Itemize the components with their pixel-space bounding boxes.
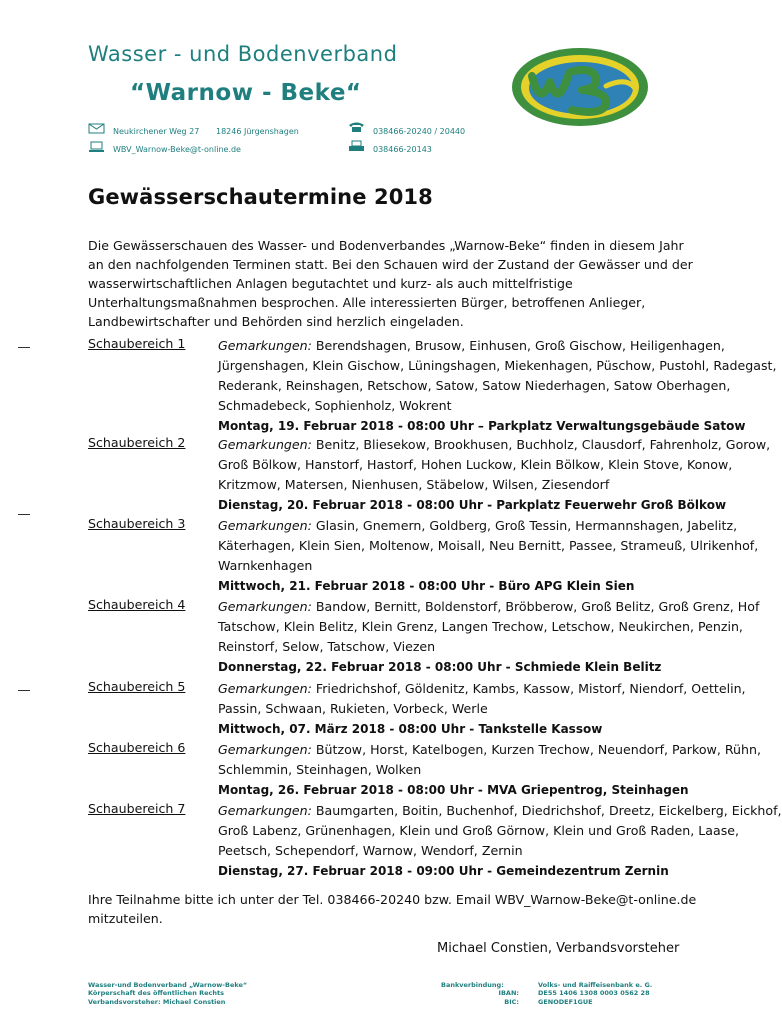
org-name-line-1: Wasser - und Bodenverband <box>88 42 398 66</box>
area-line: Käterhagen, Klein Sien, Moltenow, Moisall, Neu Bernitt, Passee, Strameuß, Ulrikenhof, <box>218 538 759 553</box>
area-line-text: Friedrichshof, Göldenitz, Kambs, Kassow, Mistorf, Niendorf, Oettelin, <box>311 681 746 696</box>
page-title: Gewässerschautermine 2018 <box>88 185 433 209</box>
area-body <box>218 336 777 436</box>
area-line-text: Glasin, Gnemern, Goldberg, Groß Tessin, Hermannshagen, Jabelitz, <box>311 518 738 533</box>
phone-number: 038466-20240 / 20440 <box>373 127 466 136</box>
gemarkungen-label: Gemarkungen: <box>218 803 312 818</box>
area-line: Schlemmin, Steinhagen, Wolken <box>218 762 422 777</box>
iban-label: IBAN: <box>498 989 519 998</box>
intro-line: Landbewirtschafter und Behörden sind herzlich eingeladen. <box>88 314 464 329</box>
area-line: Reinstorf, Selow, Tatschow, Viezen <box>218 639 436 654</box>
footer-line: Körperschaft des öffentlichen Rechts <box>88 989 224 998</box>
fax-icon <box>348 140 365 152</box>
org-name-line-2: “Warnow - Beke“ <box>130 80 362 106</box>
gemarkungen-label: Gemarkungen: <box>218 599 312 614</box>
area-title: Schaubereich 7 <box>88 801 186 816</box>
gemarkungen-label: Gemarkungen: <box>218 338 312 353</box>
area-line-text: Benitz, Bliesekow, Brookhusen, Buchholz, Clausdorf, Fahrenholz, Gorow, <box>311 437 771 452</box>
area-line: Rederank, Reinshagen, Retschow, Satow, Satow Niederhagen, Satow Oberhagen, <box>218 378 731 393</box>
closing-paragraph <box>88 890 696 928</box>
area-body <box>218 679 746 739</box>
footer-organization <box>88 981 247 1006</box>
area-title: Schaubereich 3 <box>88 516 186 531</box>
intro-line: an den nachfolgenden Terminen statt. Bei den Schauen wird der Zustand der Gewässer und der <box>88 257 693 272</box>
gemarkungen-label: Gemarkungen: <box>218 518 312 533</box>
footer-line: Verbandsvorsteher: Michael Constien <box>88 997 226 1006</box>
area-title: Schaubereich 4 <box>88 597 186 612</box>
area-title: Schaubereich 6 <box>88 740 186 755</box>
area-line <box>218 679 746 699</box>
bic-label: BIC: <box>504 997 519 1006</box>
bank-label: Bankverbindung: <box>441 981 504 989</box>
area-body <box>218 516 759 596</box>
area-date: Montag, 26. Februar 2018 - 08:00 Uhr - MVA Griepentrog, Steinhagen <box>218 783 689 797</box>
gemarkungen-label: Gemarkungen: <box>218 681 312 696</box>
address-city: 18246 Jürgenshagen <box>216 127 299 136</box>
area-line: Jürgenshagen, Klein Gischow, Lüningshagen, Miekenhagen, Püschow, Pustohl, Radegast, <box>218 358 777 373</box>
margin-mark <box>18 347 30 348</box>
footer-line: Wasser-und Bodenverband „Warnow-Beke“ <box>88 981 248 989</box>
intro-line: Die Gewässerschauen des Wasser- und Bodenverbandes „Warnow-Beke“ finden in diesem Jahr <box>88 238 684 253</box>
area-date: Dienstag, 20. Februar 2018 - 08:00 Uhr - Parkplatz Feuerwehr Groß Bölkow <box>218 498 727 512</box>
closing-line: mitzuteilen. <box>88 911 163 926</box>
signature: Michael Constien, Verbandsvorsteher <box>437 941 680 956</box>
gemarkungen-label: Gemarkungen: <box>218 742 312 757</box>
area-line-text: Bützow, Horst, Katelbogen, Kurzen Trechow, Neuendorf, Parkow, Rühn, <box>311 742 761 757</box>
area-line: Peetsch, Schependorf, Warnow, Wendorf, Zernin <box>218 843 523 858</box>
letter-icon <box>88 122 105 134</box>
telephone-icon <box>348 121 365 133</box>
area-line-text: Baumgarten, Boitin, Buchenhof, Diedrichshof, Dreetz, Eickelberg, Eickhof, <box>311 803 782 818</box>
area-date: Montag, 19. Februar 2018 - 08:00 Uhr – Parkplatz Verwaltungsgebäude Satow <box>218 419 746 433</box>
bic-value: GENODEF1GUE <box>538 997 593 1006</box>
footer-bank-sublabels <box>498 981 519 1006</box>
area-line: Warnkenhagen <box>218 558 313 573</box>
intro-line: Unterhaltungsmaßnahmen besprochen. Alle interessierten Bürger, betroffenen Anlieger, <box>88 295 646 310</box>
area-date: Mittwoch, 21. Februar 2018 - 08:00 Uhr - Büro APG Klein Sien <box>218 579 635 593</box>
computer-icon <box>88 141 105 153</box>
area-line <box>218 801 782 821</box>
area-body <box>218 597 760 677</box>
area-line: Groß Labenz, Grünenhagen, Klein und Groß Görnow, Klein und Groß Raden, Laase, <box>218 823 740 838</box>
margin-mark <box>18 514 30 515</box>
area-line <box>218 435 771 455</box>
closing-line: Ihre Teilnahme bitte ich unter der Tel. 038466-20240 bzw. Email WBV_Warnow-Beke@t-online.de <box>88 892 697 907</box>
area-line <box>218 336 725 356</box>
area-line: Kritzmow, Matersen, Nienhusen, Stäbelow, Wilsen, Ziesendorf <box>218 477 610 492</box>
area-body <box>218 435 771 515</box>
area-line-text: Bandow, Bernitt, Boldenstorf, Bröbberow, Groß Belitz, Groß Grenz, Hof <box>311 599 760 614</box>
area-title: Schaubereich 5 <box>88 679 186 694</box>
area-line: Groß Bölkow, Hanstorf, Hastorf, Hohen Luckow, Klein Bölkow, Klein Stove, Konow, <box>218 457 733 472</box>
fax-number: 038466-20143 <box>373 145 432 154</box>
wb-logo <box>510 46 650 128</box>
email-address[interactable]: WBV_Warnow-Beke@t-online.de <box>113 145 241 154</box>
area-line-text: Berendshagen, Brusow, Einhusen, Groß Gischow, Heiligenhagen, <box>311 338 725 353</box>
area-line <box>218 516 738 536</box>
area-line <box>218 740 761 760</box>
address-street: Neukirchener Weg 27 <box>113 127 200 136</box>
area-date: Mittwoch, 07. März 2018 - 08:00 Uhr - Tankstelle Kassow <box>218 722 603 736</box>
bank-name: Volks- und Raiffeisenbank e. G. <box>538 981 653 989</box>
area-date: Dienstag, 27. Februar 2018 - 09:00 Uhr - Gemeindezentrum Zernin <box>218 864 669 878</box>
gemarkungen-label: Gemarkungen: <box>218 437 312 452</box>
footer-bank-labels <box>441 981 504 989</box>
margin-mark <box>18 690 30 691</box>
area-body <box>218 801 782 881</box>
area-title: Schaubereich 2 <box>88 435 186 450</box>
area-line: Tatschow, Klein Belitz, Klein Grenz, Langen Trechow, Letschow, Neukirchen, Penzin, <box>218 619 743 634</box>
footer-bank-values <box>538 981 652 1006</box>
area-body <box>218 740 761 800</box>
area-date: Donnerstag, 22. Februar 2018 - 08:00 Uhr - Schmiede Klein Belitz <box>218 660 662 674</box>
area-line: Schmadebeck, Sophienholz, Wokrent <box>218 398 452 413</box>
area-title: Schaubereich 1 <box>88 336 186 351</box>
intro-line: wasserwirtschaftlichen Anlagen begutachtet und kurz- als auch mittelfristige <box>88 276 573 291</box>
area-line <box>218 597 760 617</box>
area-line: Passin, Schwaan, Rukieten, Vorbeck, Werle <box>218 701 488 716</box>
iban-value: DE55 1406 1308 0003 0562 28 <box>538 989 650 998</box>
intro-paragraph <box>88 236 713 331</box>
